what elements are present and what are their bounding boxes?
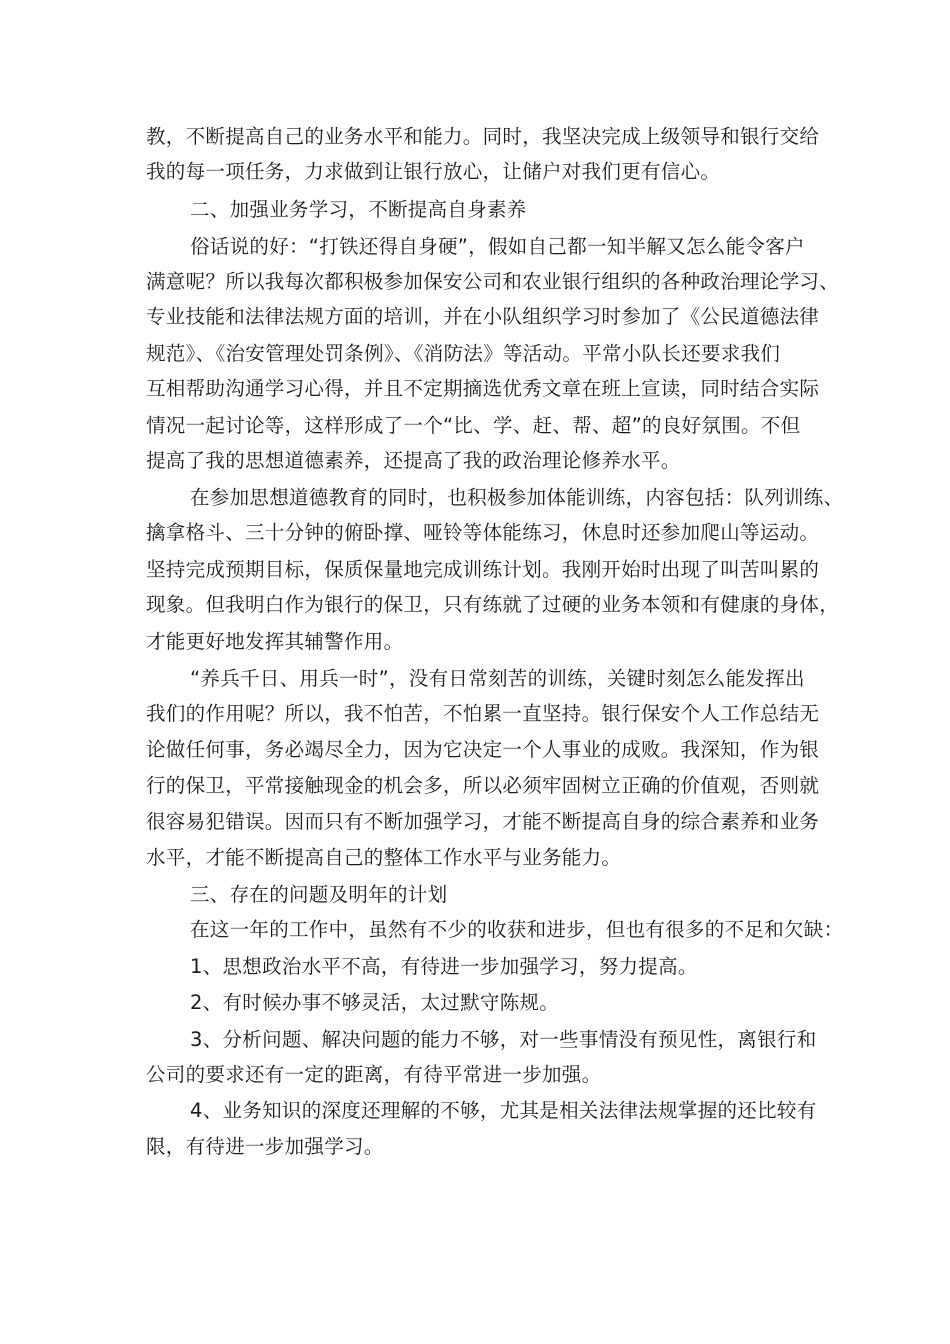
text-line: 互相帮助沟通学习心得，并且不定期摘选优秀文章在班上宣读，同时结合实际 [146, 377, 820, 400]
list-item: 4、业务知识的深度还理解的不够，尤其是相关法律法规掌握的还比较有 [190, 1099, 817, 1122]
text-line: 很容易犯错误。因而只有不断加强学习，才能不断提高自身的综合素养和业务 [146, 810, 820, 833]
text-line: 在参加思想道德教育的同时，也积极参加体能训练，内容包括：队列训练、 [190, 486, 844, 509]
text-line: 满意呢？所以我每次都积极参加保安公司和农业银行组织的各种政治理论学习、 [146, 270, 840, 293]
section-heading: 二、加强业务学习，不断提高自身素养 [190, 198, 527, 221]
text-line: 我的每一项任务，力求做到让银行放心，让储户对我们更有信心。 [146, 160, 721, 183]
list-item: 3、分析问题、解决问题的能力不够，对一些事情没有预见性，离银行和 [190, 1028, 817, 1051]
text-line: 公司的要求还有一定的距离，有待平常进一步加强。 [146, 1063, 602, 1086]
list-item: 1、思想政治水平不高，有待进一步加强学习，努力提高。 [190, 955, 698, 978]
text-line: 情况一起讨论等，这样形成了一个“比、学、赶、帮、超”的良好氛围。不但 [146, 414, 801, 437]
section-heading: 三、存在的问题及明年的计划 [190, 883, 448, 906]
text-line: 水平，才能不断提高自己的整体工作水平与业务能力。 [146, 846, 622, 869]
text-line: “养兵千日、用兵一时”，没有日常刻苦的训练，关键时刻怎么能发挥出 [190, 667, 805, 690]
text-line: 提高了我的思想道德素养，还提高了我的政治理论修养水平。 [146, 449, 681, 472]
text-line: 行的保卫，平常接触现金的机会多，所以必须牢固树立正确的价值观，否则就 [146, 774, 820, 797]
text-line: 擒拿格斗、三十分钟的俯卧撑、哑铃等体能练习，休息时还参加爬山等运动。 [146, 521, 820, 544]
text-line: 教，不断提高自己的业务水平和能力。同时，我坚决完成上级领导和银行交给 [146, 125, 820, 148]
text-line: 我们的作用呢？所以，我不怕苦，不怕累一直坚持。银行保安个人工作总结无 [146, 702, 820, 725]
text-line: 现象。但我明白作为银行的保卫，只有练就了过硬的业务本领和有健康的身体， [146, 593, 840, 616]
text-line: 论做任何事，务必竭尽全力，因为它决定一个人事业的成败。我深知，作为银 [146, 738, 820, 761]
text-line: 才能更好地发挥其辅警作用。 [146, 630, 404, 653]
text-line: 俗话说的好：“打铁还得自身硬”，假如自己都一知半解又怎么能令客户 [190, 235, 805, 258]
text-line: 坚持完成预期目标，保质保量地完成训练计划。我刚开始时出现了叫苦叫累的 [146, 558, 820, 581]
text-line: 规范》、《治安管理处罚条例》、《消防法》等活动。平常小队长还要求我们 [146, 342, 781, 365]
list-item: 2、有时候办事不够灵活，太过默守陈规。 [190, 991, 560, 1014]
text-line: 限，有待进一步加强学习。 [146, 1135, 384, 1158]
text-line: 专业技能和法律法规方面的培训，并在小队组织学习时参加了《公民道德法律 [146, 305, 820, 328]
text-line: 在这一年的工作中，虽然有不少的收获和进步，但也有很多的不足和欠缺： [190, 918, 844, 941]
